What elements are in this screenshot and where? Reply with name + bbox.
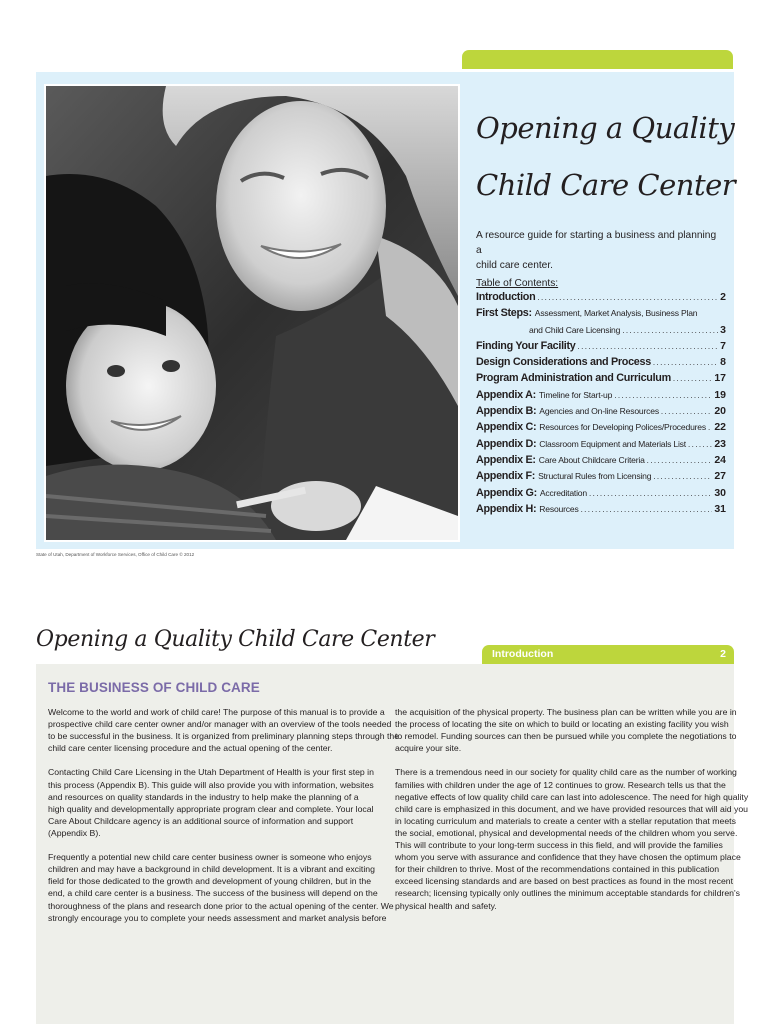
body-line: This will contribute to your long-term success in this field, and will provide the families	[395, 840, 723, 851]
page-title: Opening a Quality Child Care Center	[36, 627, 435, 652]
toc-entry	[476, 291, 726, 307]
body-line: this process (Appendix B). This guide will also provide you with information, websites	[48, 779, 374, 790]
toc-leader-dots	[614, 391, 712, 400]
toc-entry	[476, 372, 726, 388]
toc-entry-page: 3	[720, 323, 726, 336]
body-line: the social, emotional, physical and developmental needs of the children whom you serve.	[395, 827, 738, 838]
body-line: thoroughness of the plans and research done prior to the actual opening of the center. We	[48, 900, 394, 911]
body-line: exceed licensing standards and are based on best practices as found in the most recent	[395, 876, 734, 887]
toc-entry	[476, 340, 726, 356]
body-line: to remodel. Funding sources can then be pursued while you complete the negotiations to	[395, 731, 737, 742]
toc-leader-dots	[708, 423, 712, 432]
toc-leader-dots	[688, 440, 712, 449]
body-paragraph	[395, 706, 737, 754]
section-bar	[482, 645, 734, 664]
toc-entry-label: Program Administration and Curriculum	[476, 372, 671, 385]
toc-entry-page: 2	[720, 291, 726, 303]
toc-entry-label: Appendix E:	[476, 453, 536, 466]
toc-entry-page: 31	[714, 502, 726, 515]
toc-heading: Table of Contents:	[476, 278, 559, 289]
body-paragraph	[48, 766, 378, 839]
toc-entry-subtitle: Timeline for Start-up	[538, 389, 613, 400]
cover-description-line-1: A resource guide for starting a business and planning a	[476, 230, 717, 256]
body-line: strongly encourage you to complete your needs assessment and market analysis before	[48, 912, 387, 923]
toc-entry-label: Appendix G:	[476, 486, 537, 499]
body-line: Welcome to the world and work of child care! The purpose of this manual is to provide a	[48, 707, 385, 717]
toc-entry	[476, 503, 726, 519]
body-line: (Appendix B).	[48, 827, 101, 838]
toc-entry-label: Appendix D:	[476, 437, 537, 450]
body-line: to be successful in the business. It is organized from preliminary planning steps through the	[48, 731, 400, 742]
body-line: families with children under the age of 12 continues to grow. Research tells us that the	[395, 779, 726, 790]
body-line: child care is emphasized in this document, and we have provided resources that will aid you	[395, 803, 748, 814]
body-line: prospective child care center owner and/or manager with an overview of the tools needed	[48, 719, 392, 730]
body-line: the acquisition of the physical property. The business plan can be written while you are in	[395, 707, 737, 717]
toc-entry-label: Finding Your Facility	[476, 339, 576, 352]
toc-leader-dots	[581, 505, 713, 514]
toc-entry	[476, 470, 726, 486]
toc-entry	[476, 438, 726, 454]
toc-leader-dots	[673, 374, 712, 383]
toc-entry-page: 17	[714, 372, 726, 385]
toc-entry-page: 8	[720, 356, 726, 369]
body-line: physical health and safety.	[395, 900, 497, 911]
toc-entry-subtitle: Classroom Equipment and Materials List	[539, 438, 686, 449]
page-number: 2	[720, 648, 726, 660]
toc-entry-subtitle: Resources for Developing Polices/Procedures	[539, 422, 706, 433]
toc-entry	[476, 356, 726, 372]
cover-title	[476, 100, 736, 214]
body-line: Contacting Child Care Licensing in the Utah Department of Health is your first step in	[48, 767, 374, 778]
toc-list	[476, 291, 726, 519]
body-line: whom you serve with assurance and confidence that they have chosen the optimum place	[395, 852, 741, 863]
body-line: field for those dedicated to the growth and development of young children, but in the	[48, 876, 372, 887]
toc-entry-subtitle: and Child Care Licensing	[529, 324, 621, 335]
toc-leader-dots	[661, 407, 712, 416]
body-line: and resources on quality standards in the industry to help make the planning of a	[48, 791, 359, 802]
toc-entry-label: Appendix H:	[476, 502, 537, 515]
cover-title-line-2: Child Care Center	[476, 168, 736, 202]
body-line: negative effects of low quality child care can last into adolescence. The need for high quality	[395, 791, 749, 802]
body-line: acquire your site.	[395, 743, 462, 754]
toc-entry-label: Appendix A:	[476, 388, 536, 401]
toc-entry	[476, 405, 726, 421]
body-line: Frequently a potential new child care center business owner is someone who enjoys	[48, 852, 372, 863]
toc-entry-page: 27	[714, 470, 726, 483]
toc-entry-label: First Steps:	[476, 307, 532, 320]
cover-photo	[46, 86, 458, 540]
toc-entry	[476, 487, 726, 503]
body-line: research; licensing typically only outlines the minimum acceptable standards for children's	[395, 888, 740, 899]
toc-entry-label: Design Considerations and Process	[476, 356, 651, 369]
body-line: children and may have a background in child development. It is a vibrant and exciting	[48, 864, 375, 875]
cover-description	[476, 228, 724, 273]
table-of-contents	[476, 276, 726, 519]
body-line: There is a tremendous need in our society for quality child care as the number of working	[395, 767, 737, 778]
toc-entry-page: 7	[720, 339, 726, 352]
cover-photo-frame	[44, 84, 460, 542]
body-paragraph	[395, 766, 749, 911]
toc-entry	[476, 421, 726, 437]
toc-entry	[476, 307, 726, 323]
toc-entry-subtitle: Resources	[539, 503, 579, 514]
toc-entry-page: 23	[714, 437, 726, 450]
toc-leader-dots	[537, 293, 718, 302]
toc-leader-dots	[647, 456, 713, 465]
toc-entry-subtitle: Assessment, Market Analysis, Business Plan	[534, 308, 698, 319]
body-line: the process of locating the site on which to build or locating an existing facility you wish	[395, 719, 729, 730]
toc-entry	[476, 389, 726, 405]
body-line: for their children to thrive. Most of the recommendations contained in this publication	[395, 864, 720, 875]
toc-entry	[476, 324, 726, 340]
toc-entry-subtitle: Accreditation	[539, 487, 587, 498]
section-label: Introduction	[492, 648, 554, 660]
toc-entry-label: Introduction	[476, 291, 536, 303]
toc-entry-subtitle: Care About Childcare Criteria	[538, 454, 645, 465]
toc-leader-dots	[577, 342, 718, 351]
body-line: high quality and developmentally appropriate program clear and complete. Your local	[48, 803, 374, 814]
body-paragraph	[48, 706, 400, 754]
section-heading: THE BUSINESS OF CHILD CARE	[48, 680, 260, 695]
toc-entry-page: 22	[714, 421, 726, 434]
toc-leader-dots	[653, 358, 718, 367]
body-line: end, a child care center is a business. The success of the business will depend on the	[48, 888, 378, 899]
body-line: Care About Childcare agency is an additional source of information and support	[48, 815, 354, 826]
toc-leader-dots	[589, 489, 712, 498]
toc-entry-label: Appendix F:	[476, 470, 536, 483]
toc-entry-page: 20	[714, 405, 726, 418]
toc-entry-subtitle: Agencies and On-line Resources	[539, 406, 659, 417]
toc-entry	[476, 454, 726, 470]
cover-title-line-1: Opening a Quality	[476, 111, 735, 145]
toc-entry-page: 24	[714, 453, 726, 466]
toc-entry-page: 30	[714, 486, 726, 499]
body-column-left	[48, 706, 400, 936]
toc-entry-subtitle: Structural Rules from Licensing	[538, 471, 652, 482]
cover-tab-accent	[462, 50, 733, 69]
body-line: child care center licensing procedure and the actual opening of the center.	[48, 743, 333, 754]
body-paragraph	[48, 851, 394, 924]
toc-entry-page: 19	[714, 388, 726, 401]
cover-description-line-2: child care center.	[476, 260, 554, 271]
body-column-right	[395, 706, 749, 924]
toc-leader-dots	[653, 472, 712, 481]
cover-credit: State of Utah, Department of Workforce Services, Office of Child Care © 2012	[36, 552, 195, 557]
toc-entry-label: Appendix B:	[476, 405, 537, 418]
toc-leader-dots	[622, 326, 718, 335]
body-line: in locating curriculum and materials to create a center with a stellar reputation that meets	[395, 815, 736, 826]
toc-entry-label: Appendix C:	[476, 421, 537, 434]
